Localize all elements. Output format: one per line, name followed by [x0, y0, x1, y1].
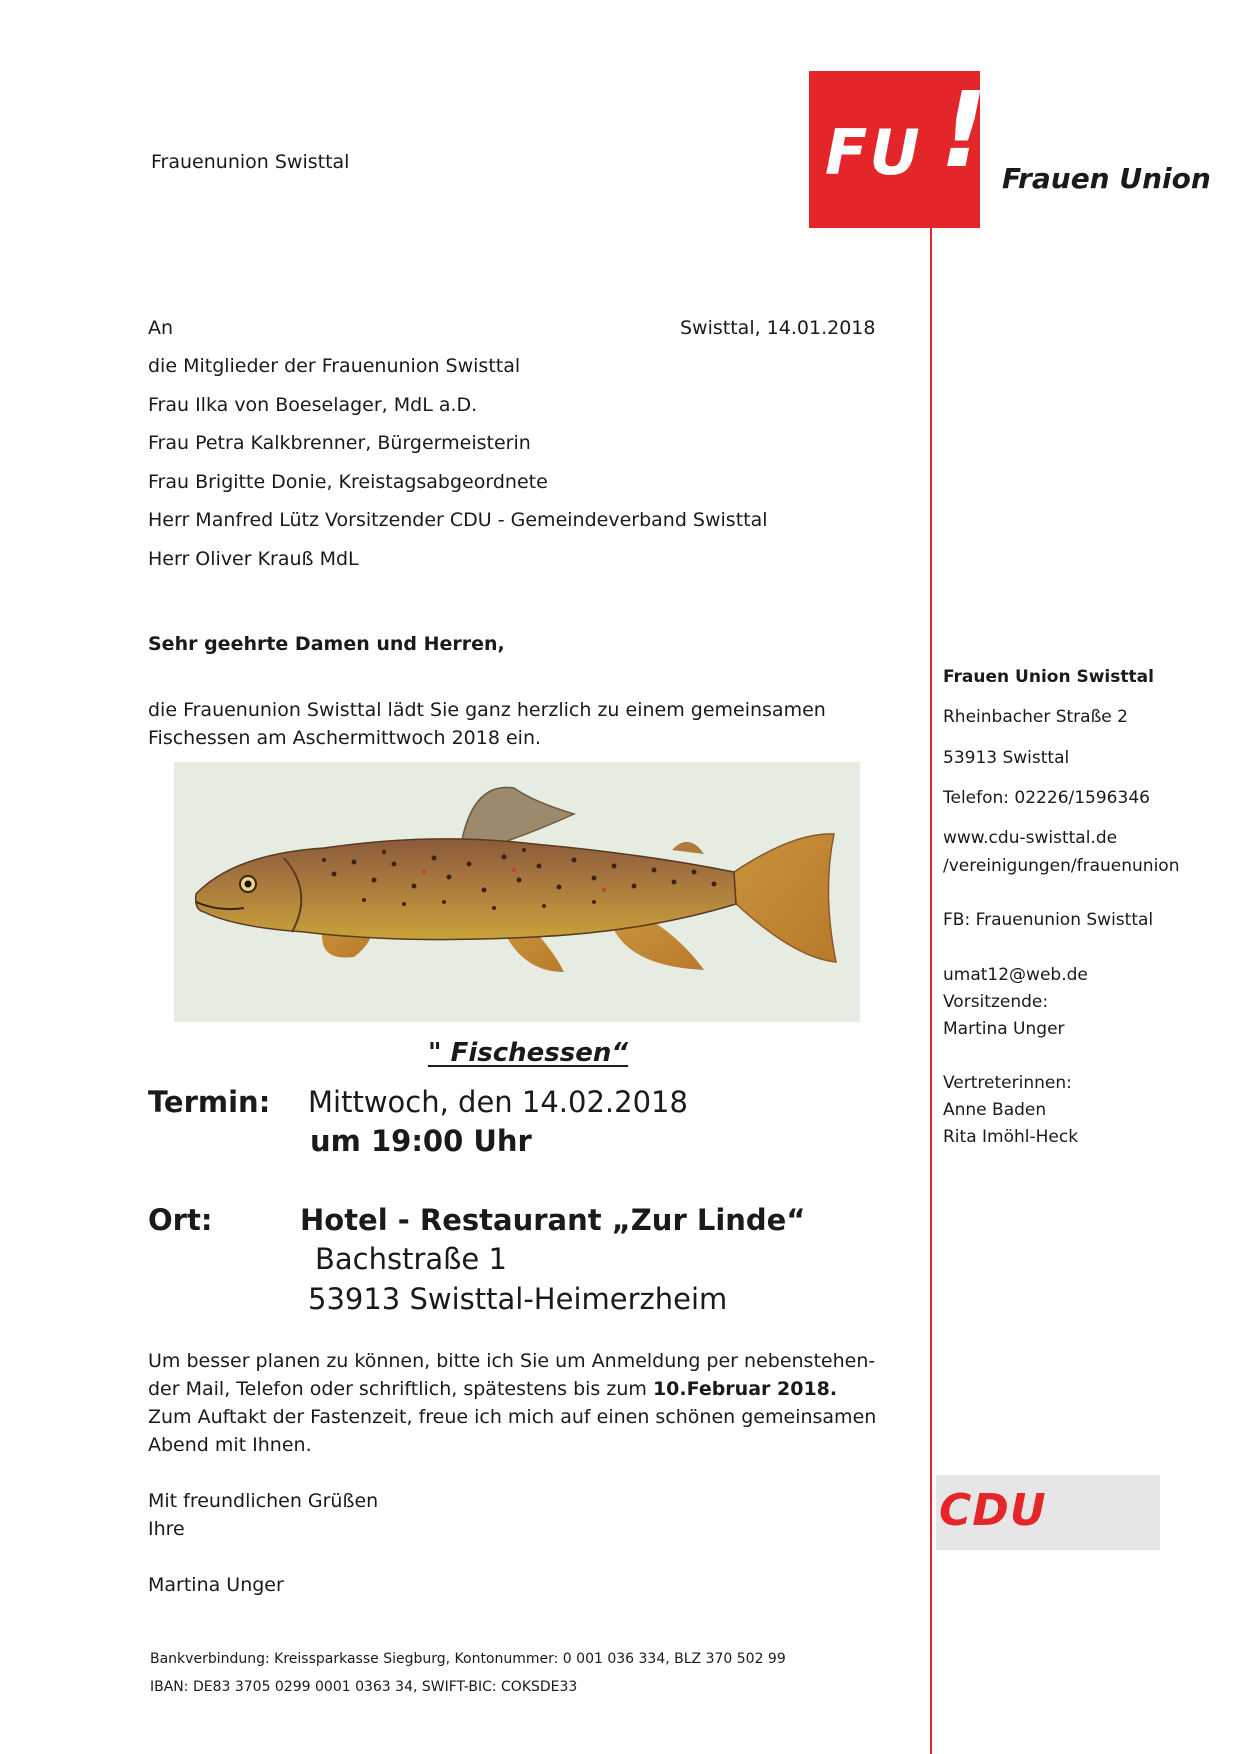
- sidebar-street: Rheinbacher Straße 2: [943, 707, 1128, 727]
- deadline-date: 10.Februar 2018.: [652, 1378, 838, 1400]
- body-line-registration: [148, 1380, 837, 1399]
- termin-date: Mittwoch, den 14.02.2018: [308, 1085, 688, 1119]
- sender-name: Frauenunion Swisttal: [151, 151, 350, 173]
- sidebar-web-path[interactable]: /vereinigungen/frauenunion: [943, 856, 1180, 876]
- intro-line: Fischessen am Aschermittwoch 2018 ein.: [148, 727, 542, 749]
- recipient-line: Herr Oliver Krauß MdL: [148, 548, 359, 570]
- fu-logo-org-name: Frauen Union: [1002, 162, 1211, 195]
- sidebar-chair-label: Vorsitzende:: [943, 992, 1049, 1012]
- date-line: Swisttal, 14.01.2018: [680, 317, 876, 339]
- ort-name: Hotel - Restaurant „Zur Linde“: [300, 1203, 806, 1237]
- salutation: Sehr geehrte Damen und Herren,: [148, 633, 505, 655]
- sidebar-web[interactable]: www.cdu-swisttal.de: [943, 828, 1118, 848]
- intro-line: die Frauenunion Swisttal lädt Sie ganz herzlich zu einem gemeinsamen: [148, 699, 826, 721]
- termin-time: um 19:00 Uhr: [310, 1124, 532, 1158]
- sidebar-city: 53913 Swisttal: [943, 748, 1070, 768]
- iban-details: IBAN: DE83 3705 0299 0001 0363 34, SWIFT-BIC: COKSDE33: [150, 1679, 578, 1695]
- ort-city: 53913 Swisttal-Heimerzheim: [308, 1282, 728, 1316]
- ort-label: Ort:: [148, 1203, 213, 1237]
- signer-name: Martina Unger: [148, 1574, 284, 1596]
- bank-details: Bankverbindung: Kreissparkasse Siegburg, Kontonummer: 0 001 036 334, BLZ 370 502 99: [150, 1651, 786, 1667]
- termin-label: Termin:: [148, 1085, 271, 1119]
- event-title: " Fischessen“: [428, 1038, 629, 1068]
- recipient-line: Frau Petra Kalkbrenner, Bürgermeisterin: [148, 432, 531, 454]
- body-line: Abend mit Ihnen.: [148, 1434, 312, 1456]
- cdu-logo-text: CDU: [939, 1485, 1047, 1536]
- recipient-line: Herr Manfred Lütz Vorsitzender CDU - Gemeindeverband Swisttal: [148, 509, 768, 531]
- fu-logo-text: FU: [825, 116, 922, 189]
- sidebar-phone: Telefon: 02226/1596346: [943, 788, 1150, 808]
- sidebar-deputy: Anne Baden: [943, 1100, 1047, 1120]
- body-line: Zum Auftakt der Fastenzeit, freue ich mich auf einen schönen gemeinsamen: [148, 1406, 877, 1428]
- sidebar-facebook: FB: Frauenunion Swisttal: [943, 910, 1154, 930]
- trout-icon: [174, 762, 860, 1022]
- sidebar-org: Frauen Union Swisttal: [943, 667, 1154, 687]
- recipient-line: Frau Ilka von Boeselager, MdL a.D.: [148, 394, 478, 416]
- sidebar-email[interactable]: umat12@web.de: [943, 965, 1088, 985]
- ort-street: Bachstraße 1: [315, 1242, 507, 1276]
- recipient-line: Frau Brigitte Donie, Kreistagsabgeordnete: [148, 471, 548, 493]
- trout-illustration: [174, 762, 860, 1022]
- red-divider-line: [930, 219, 932, 1754]
- sidebar-deputies-label: Vertreterinnen:: [943, 1073, 1072, 1093]
- fu-logo-exclamation: !: [940, 69, 988, 191]
- closing-greeting: Mit freundlichen Grüßen: [148, 1490, 379, 1512]
- closing-ihre: Ihre: [148, 1518, 185, 1540]
- recipient-to: An: [148, 317, 174, 339]
- sidebar-chair-name: Martina Unger: [943, 1019, 1065, 1039]
- body-line-pre: der Mail, Telefon oder schriftlich, spätestens bis zum: [148, 1378, 653, 1400]
- recipient-line: die Mitglieder der Frauenunion Swisttal: [148, 355, 521, 377]
- body-line: Um besser planen zu können, bitte ich Sie um Anmeldung per nebenstehen-: [148, 1350, 876, 1372]
- sidebar-deputy: Rita Imöhl-Heck: [943, 1127, 1079, 1147]
